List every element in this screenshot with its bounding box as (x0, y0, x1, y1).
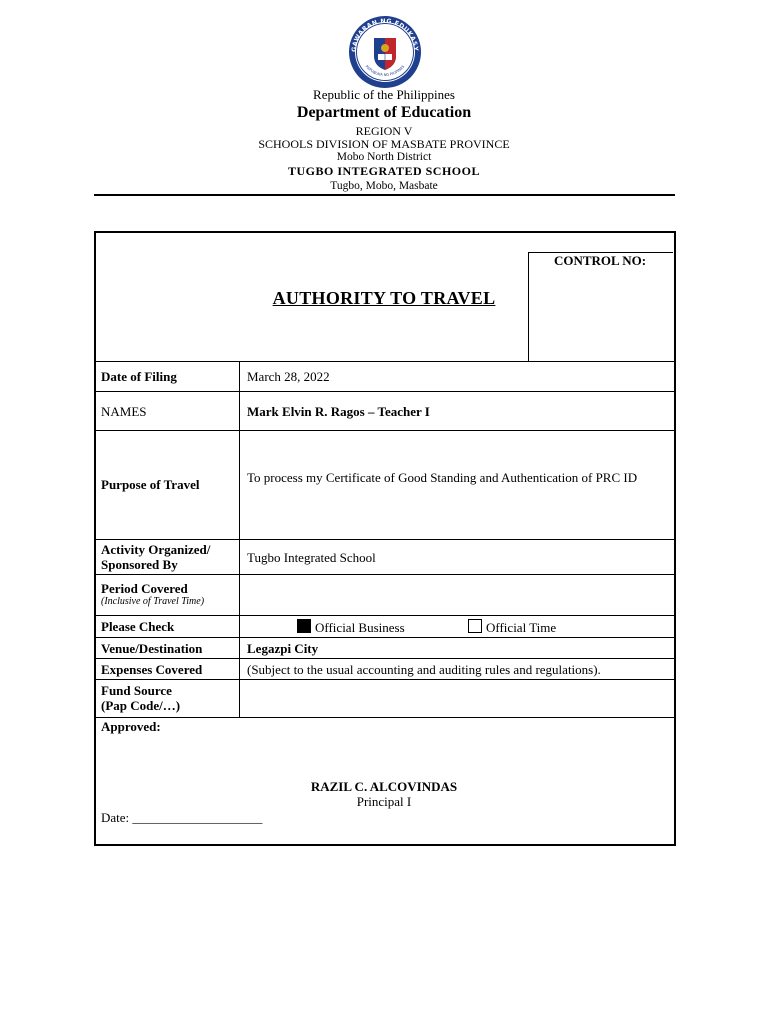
names-label: NAMES (101, 404, 147, 419)
official-time-option[interactable] (468, 619, 556, 635)
official-business-checkbox[interactable] (297, 619, 311, 633)
division-line: SCHOOLS DIVISION OF MASBATE PROVINCE (258, 137, 510, 151)
header-divider (94, 194, 675, 196)
approved-label: Approved: (101, 719, 161, 734)
official-business-text: Official Business (315, 620, 405, 635)
period-sublabel: (Inclusive of Travel Time) (101, 596, 205, 607)
date-of-filing-label: Date of Filing (101, 369, 177, 384)
venue-value: Legazpi City (247, 641, 319, 656)
deped-seal (347, 14, 423, 90)
control-no-label: CONTROL NO: (553, 253, 647, 268)
row-divider (96, 430, 674, 431)
svg-text:KAGAWARAN NG EDUKASYON: GAWARAN NG EDUKASY (350, 17, 420, 53)
fund-source-label-line2: (Pap Code/…) (101, 698, 181, 713)
fund-source-label-line1: Fund Source (101, 683, 172, 698)
activity-label-line1: Activity Organized/ (101, 542, 211, 557)
row-divider (96, 679, 674, 680)
republic-line: Republic of the Philippines (313, 87, 455, 102)
svg-text:REPUBLIKA NG PILIPINAS: REPUBLIKA NG PILIPINAS (364, 64, 406, 78)
please-check-label: Please Check (101, 619, 175, 634)
district-line: Mobo North District (336, 151, 432, 163)
venue-label: Venue/Destination (101, 641, 203, 656)
row-divider (96, 658, 674, 659)
approver-position: Principal I (356, 794, 412, 809)
names-value: Mark Elvin R. Ragos – Teacher I (247, 404, 430, 419)
row-divider (96, 637, 674, 638)
row-divider (96, 539, 674, 540)
row-divider (96, 615, 674, 616)
deped-seal-icon (347, 14, 423, 90)
row-divider (96, 391, 674, 392)
column-divider (239, 361, 240, 717)
period-label: Period Covered (101, 581, 188, 596)
approver-name: RAZIL C. ALCOVINDAS (310, 779, 458, 794)
row-divider (96, 361, 674, 362)
official-time-checkbox[interactable] (468, 619, 482, 633)
purpose-value: To process my Certificate of Good Standing and Authentication of PRC ID (247, 470, 638, 485)
activity-label-line2: Sponsored By (101, 557, 178, 572)
official-business-option[interactable] (297, 619, 405, 635)
expenses-value: (Subject to the usual accounting and auditing rules and regulations). (247, 662, 601, 677)
official-time-text: Official Time (486, 620, 557, 635)
school-address: Tugbo, Mobo, Masbate (330, 180, 438, 192)
row-divider (96, 717, 674, 718)
date-of-filing-value: March 28, 2022 (247, 369, 330, 384)
purpose-label: Purpose of Travel (101, 477, 200, 492)
activity-value: Tugbo Integrated School (247, 550, 376, 565)
expenses-label: Expenses Covered (101, 662, 203, 677)
form-title: AUTHORITY TO TRAVEL (272, 288, 496, 308)
row-divider (96, 574, 674, 575)
approval-date-line: Date: ____________________ (101, 810, 263, 825)
department-name: Department of Education (296, 104, 472, 121)
region-line: REGION V (355, 124, 413, 138)
school-name: TUGBO INTEGRATED SCHOOL (288, 164, 480, 178)
